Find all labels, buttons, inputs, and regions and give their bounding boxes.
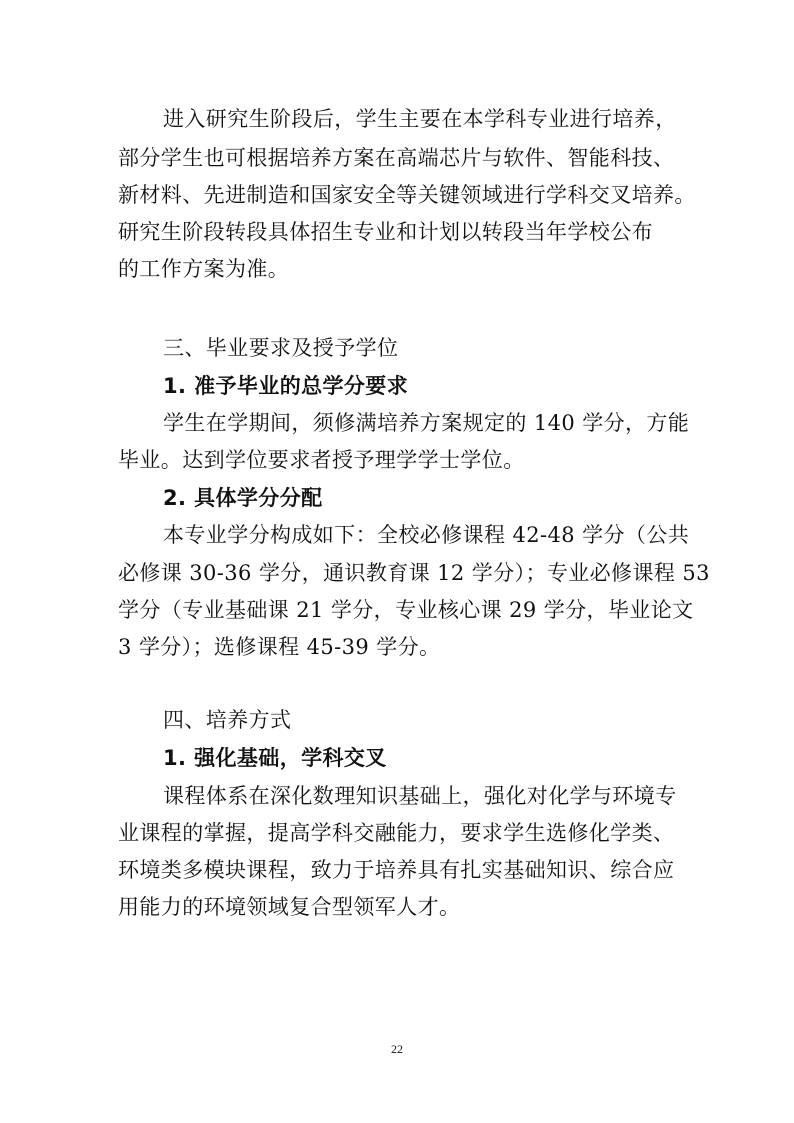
section-4-sub1-line-4: 用能力的环境领域复合型领军人才。 [118,895,461,919]
section-4-sub1-title: 1. 强化基础，学科交叉 [163,746,387,770]
section-3-sub2-line-4: 3 学分）；选修课程 45-39 学分。 [118,635,441,659]
section-4-sub1-line-1: 课程体系在深化数理知识基础上，强化对化学与环境专 [163,784,677,808]
page-number: 22 [391,1042,403,1056]
section-4-title: 四、培养方式 [163,708,292,732]
section-3-title: 三、毕业要求及授予学位 [163,336,399,360]
section-3-sub2-title: 2. 具体学分分配 [163,486,323,510]
intro-line-3: 新材料、先进制造和国家安全等关键领域进行学科交叉培养。 [118,183,696,207]
section-3-sub2-line-1: 本专业学分构成如下：全校必修课程 42-48 学分（公共 [163,523,690,547]
section-3-sub1-line-2: 毕业。达到学位要求者授予理学学士学位。 [118,448,525,472]
section-3-sub2-line-3: 学分（专业基础课 21 学分，专业核心课 29 学分，毕业论文 [118,598,694,622]
section-4-sub1-line-2: 业课程的掌握，提高学科交融能力，要求学生选修化学类、 [118,821,675,845]
section-3-sub1-line-1: 学生在学期间，须修满培养方案规定的 140 学分，方能 [163,411,690,435]
intro-line-4: 研究生阶段转段具体招生专业和计划以转段当年学校公布 [118,220,653,244]
section-3-sub1-title: 1. 准予毕业的总学分要求 [163,374,409,398]
intro-line-5: 的工作方案为准。 [118,257,290,281]
intro-line-2: 部分学生也可根据培养方案在高端芯片与软件、智能科技、 [118,146,675,170]
section-3-sub2-line-2: 必修课 30-36 学分，通识教育课 12 学分）；专业必修课程 53 [118,561,710,585]
section-4-sub1-line-3: 环境类多模块课程，致力于培养具有扎实基础知识、综合应 [118,858,675,882]
intro-line-1: 进入研究生阶段后，学生主要在本学科专业进行培养， [163,107,677,131]
